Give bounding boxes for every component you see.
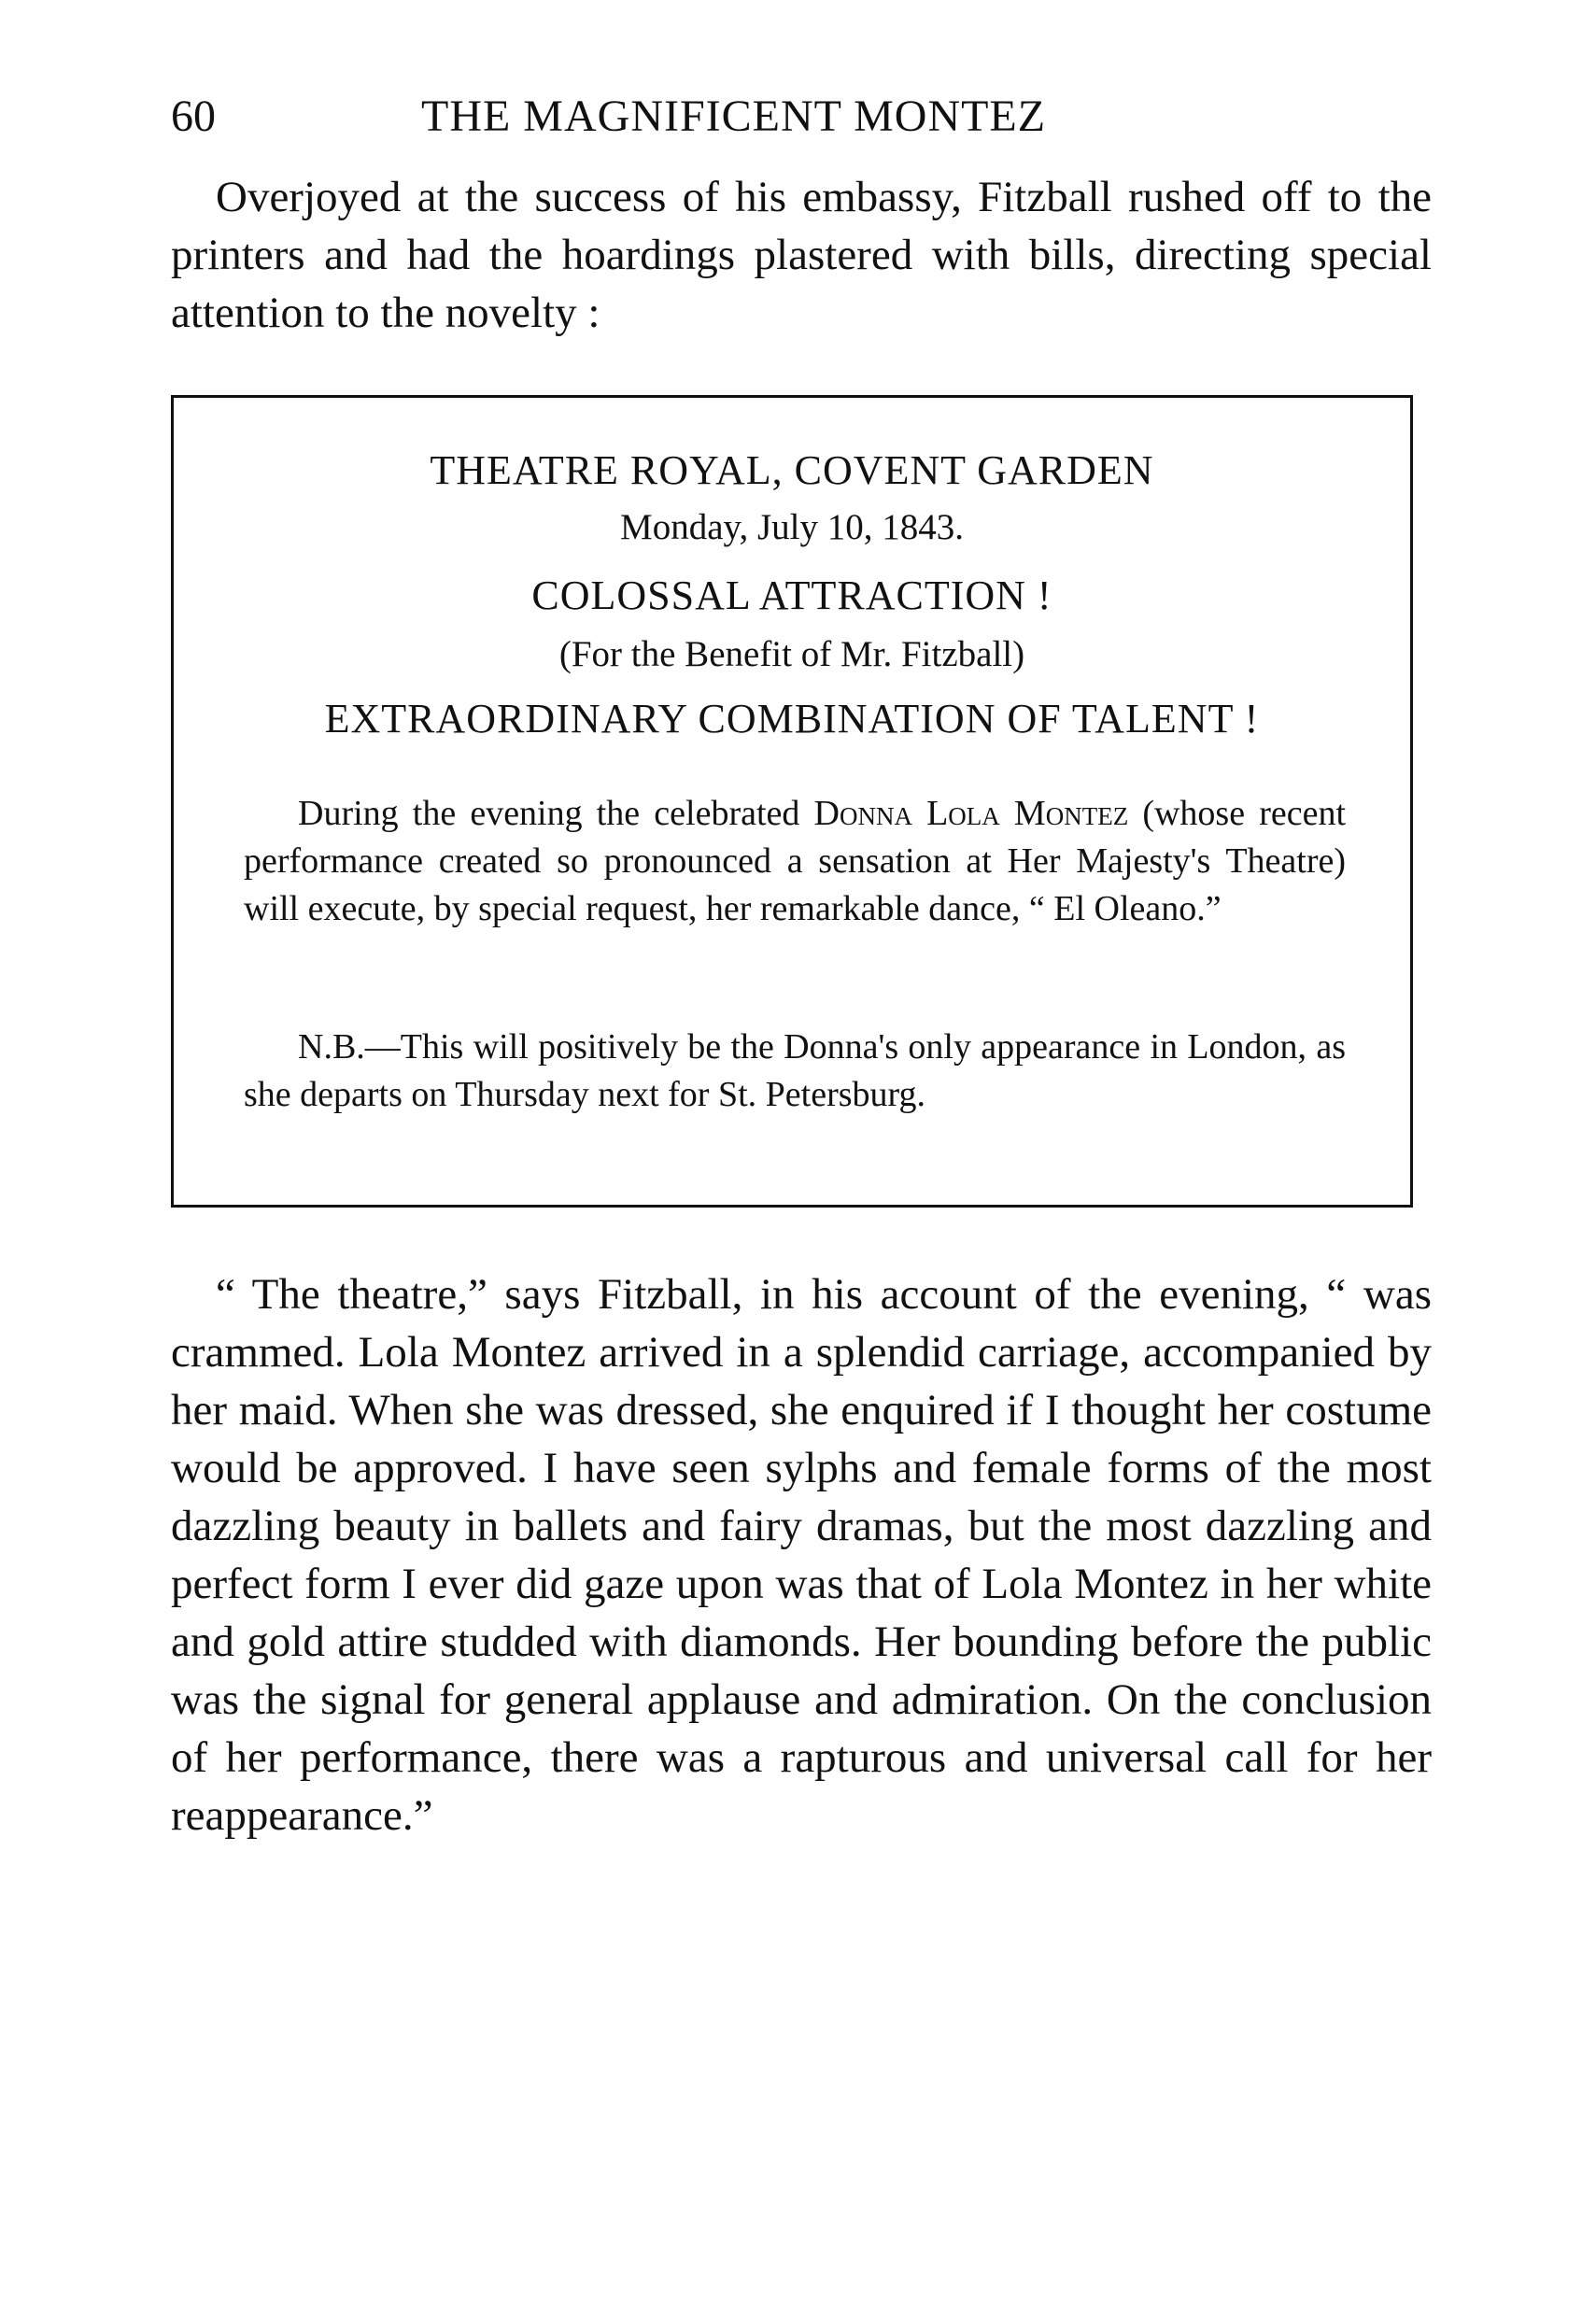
- fitzball-quote-paragraph: “ The theatre,” says Fitzball, in his account of the evening, “ was crammed. Lola Montez arrived in a splendid carriage, accompanied by her maid. When she was dressed, she enquired if I thought her costume would be approved. I have seen sylphs and female forms of the most dazzling beauty in ballets and fairy dramas, but the most dazzling and perfect form I ever did gaze upon was that of Lola Montez in her white and gold attire studded with diamonds. Her bounding before the public was the signal for general applause and admiration. On the conclusion of her performance, there was a rapturous and universal call for her reappearance.”: [171, 1270, 1432, 1840]
- running-head: [171, 89, 1432, 154]
- playbill-nota-bene: N.B.—This will positively be the Donna's only appearance in London, as she departs on Thursday next for St. Petersburg.: [244, 1027, 1346, 1114]
- playbill-evening-paragraph: [244, 790, 1346, 933]
- playbill-evening-text-before: During the evening the celebrated: [298, 794, 814, 833]
- intro-paragraph: Overjoyed at the success of his embassy, Fitzball rushed off to the printers and had the hoardings plastered with bills, directing special attention to the novelty :: [171, 173, 1432, 337]
- playbill-box: [171, 395, 1413, 1208]
- playbill-evening-text-after: (whose recent performance created so pronounced a sensation at Her Majesty's Theatre) will execute, by special request, her remarkable dance, “ El Oleano.”: [244, 794, 1346, 928]
- playbill-benefit: (For the Benefit of Mr. Fitzball): [558, 634, 1025, 674]
- playbill-attraction: COLOSSAL ATTRACTION !: [531, 572, 1052, 618]
- playbill-date: Monday, July 10, 1843.: [620, 507, 964, 547]
- playbill-theatre: THEATRE ROYAL, COVENT GARDEN: [430, 447, 1154, 493]
- playbill-performer-name: Donna Lola Montez: [813, 794, 1129, 833]
- running-title: THE MAGNIFICENT MONTEZ: [421, 92, 1047, 141]
- playbill-combination: EXTRAORDINARY COMBINATION OF TALENT !: [324, 696, 1260, 742]
- page-number: 60: [171, 92, 216, 141]
